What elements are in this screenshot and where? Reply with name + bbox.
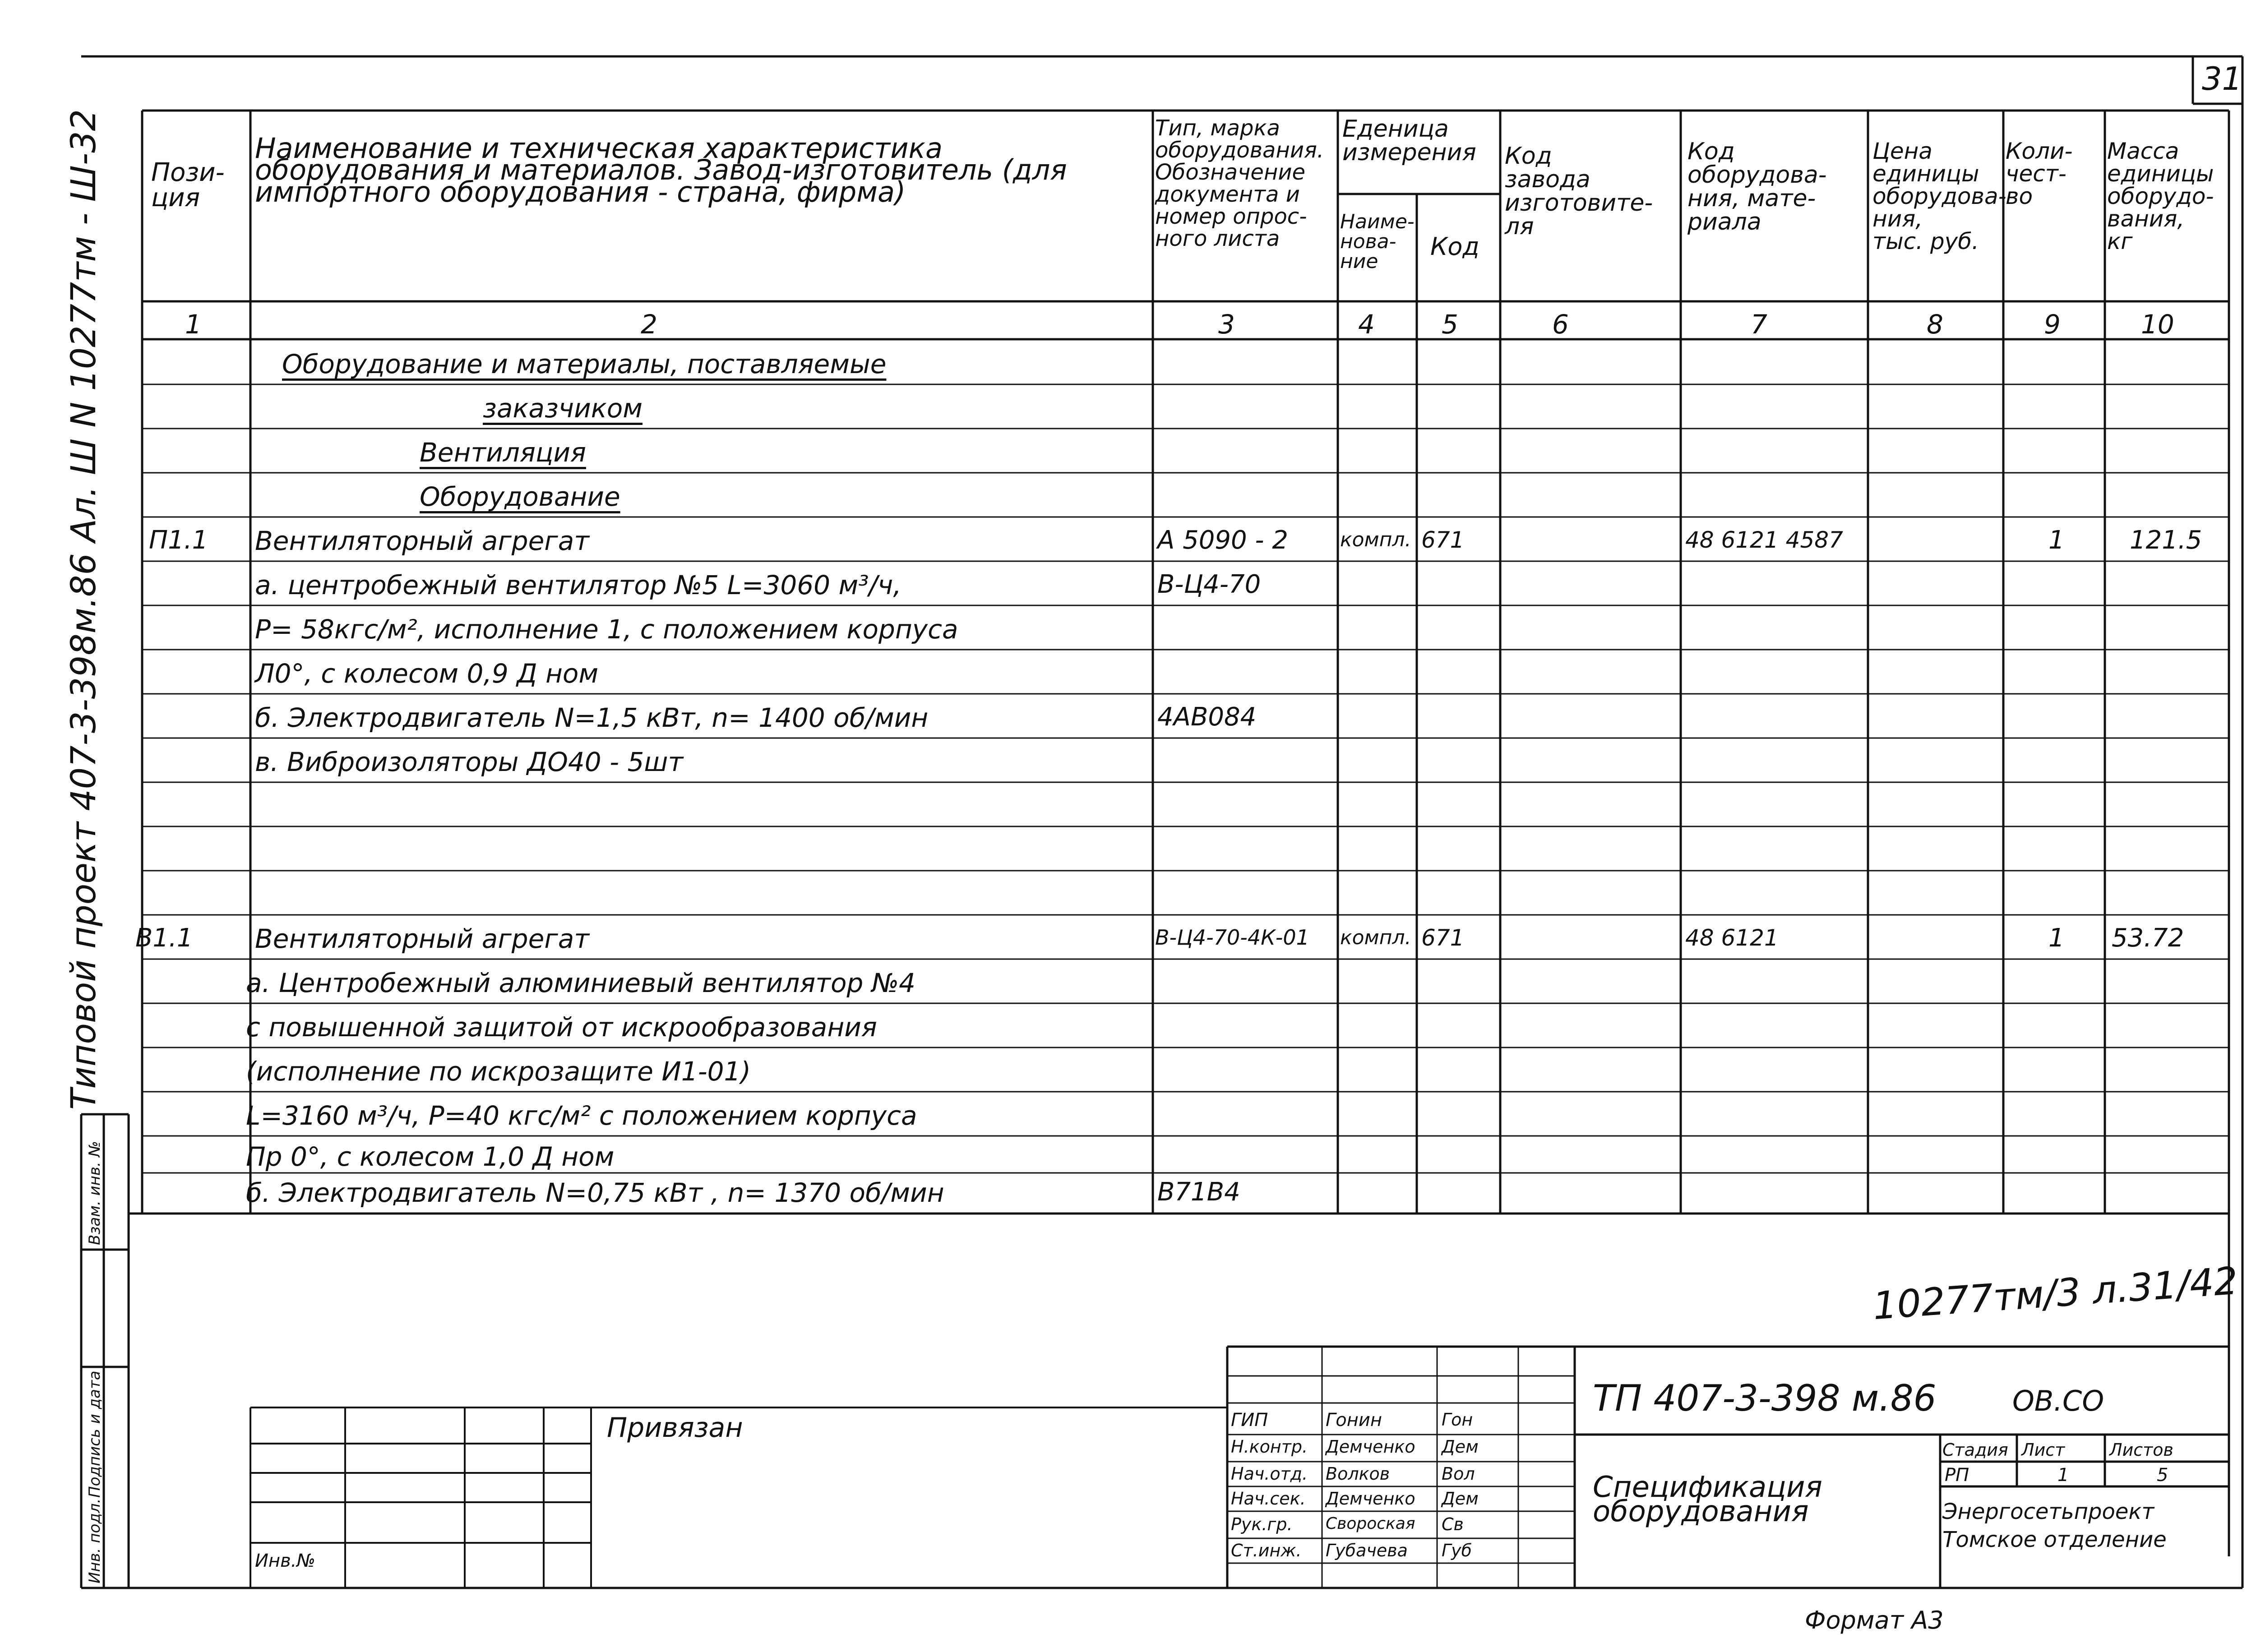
side-stamp-vzam: Взам. инв. № <box>86 1141 104 1245</box>
header-unit: Еденица измерения <box>1342 115 1476 166</box>
page-number: 31 <box>2202 60 2242 97</box>
section-heading: Вентиляция <box>420 437 586 468</box>
header-unit-code: Код <box>1430 232 1479 261</box>
stamp-sheets-label: Листов <box>2109 1440 2173 1460</box>
row-pos: В1.1 <box>135 923 193 953</box>
col-number: 7 <box>1751 309 1767 340</box>
header-type: Тип, марка оборудования. Обозначение документа и номер опрос- ного листа <box>1155 115 1324 251</box>
stamp-signature: Гон <box>1442 1410 1473 1430</box>
inv-no-label: Инв.№ <box>255 1550 315 1571</box>
stamp-org: Энергосетьпроект Томское отделение <box>1942 1499 2167 1553</box>
row-mass: 53.72 <box>2112 923 2184 953</box>
stamp-signature: Вол <box>1442 1464 1475 1484</box>
row-equip: 48 6121 <box>1685 925 1779 951</box>
header-equip-code: Код оборудова- ния, мате- риала <box>1687 138 1827 235</box>
stamp-person: Губачева <box>1326 1541 1408 1560</box>
stamp-format: Формат А3 <box>1805 1606 1944 1634</box>
row-type: В-Ц4-70 <box>1157 570 1261 599</box>
stamp-person: Свороская <box>1326 1514 1415 1533</box>
row-name: Пр 0°, с колесом 1,0 Д ном <box>246 1141 615 1172</box>
stamp-stage-label: Стадия <box>1942 1440 2008 1460</box>
row-code: 671 <box>1421 925 1465 951</box>
header-price: Цена единицы оборудова- ния, тыс. руб. <box>1872 138 2006 254</box>
row-equip: 48 6121 4587 <box>1685 527 1843 553</box>
side-stamp-inv: Инв. подл. <box>86 1498 104 1583</box>
stamp-sheet: 1 <box>2057 1465 2069 1486</box>
row-name: L=3160 м³/ч, Р=40 кгс/м² с положением корпуса <box>246 1100 917 1131</box>
row-unit: компл. <box>1340 528 1411 551</box>
row-qty: 1 <box>2048 526 2065 555</box>
stamp-stage: РП <box>1945 1465 1969 1486</box>
col-number: 8 <box>1927 309 1943 340</box>
col-number: 3 <box>1218 309 1235 340</box>
row-pos: П1.1 <box>149 526 208 555</box>
row-qty: 1 <box>2048 923 2065 953</box>
row-name: в. Виброизоляторы ДО40 - 5шт <box>255 747 684 777</box>
col-number: 10 <box>2141 309 2174 340</box>
col-number: 4 <box>1358 309 1375 340</box>
row-name: а. центробежный вентилятор №5 L=3060 м³/ч, <box>255 570 901 600</box>
header-name: Наименование и техническая характеристика оборудования и материалов. Завод-изготовитель (для импортного оборудования - страна, фирма) <box>255 132 1067 208</box>
side-stamp-podpis: Подпись и дата <box>86 1371 104 1498</box>
stamp-signature: Дем <box>1442 1437 1479 1457</box>
stamp-person: Демченко <box>1326 1437 1415 1457</box>
col-number: 2 <box>641 309 657 340</box>
stamp-signature: Губ <box>1442 1541 1472 1560</box>
row-type: А 5090 - 2 <box>1157 526 1289 555</box>
stamp-role: ГИП <box>1231 1410 1268 1431</box>
privyazan-label: Привязан <box>607 1412 743 1444</box>
row-name: с повышенной защитой от искрообразования <box>246 1012 877 1043</box>
archive-number: 10277тм/3 л.31/42 <box>1871 1258 2239 1329</box>
col-number: 6 <box>1552 309 1569 340</box>
row-name: Вентиляторный агрегат <box>255 526 590 556</box>
row-name: б. Электродвигатель N=1,5 кВт, n= 1400 об/мин <box>255 702 929 733</box>
col-number: 9 <box>2044 309 2061 340</box>
header-pos: Пози- ция <box>151 158 225 212</box>
stamp-role: Н.контр. <box>1231 1437 1308 1457</box>
row-mass: 121.5 <box>2130 526 2202 555</box>
side-title: Типовой проект 407-3-398м.86 Ал. Ш N 10277тм - Ш-32 <box>63 109 103 1110</box>
stamp-person: Демченко <box>1326 1489 1415 1509</box>
stamp-role: Ст.инж. <box>1231 1541 1302 1560</box>
stamp-sheet-label: Лист <box>2021 1440 2065 1460</box>
row-name: Вентиляторный агрегат <box>255 923 590 954</box>
header-mass: Масса единицы оборудо- вания, кг <box>2107 138 2214 254</box>
section-heading: Оборудование <box>420 481 620 512</box>
row-unit: компл. <box>1340 926 1411 949</box>
col-number: 5 <box>1442 309 1458 340</box>
stamp-role: Нач.отд. <box>1231 1464 1308 1484</box>
row-type: В-Ц4-70-4К-01 <box>1155 925 1309 950</box>
stamp-role: Нач.сек. <box>1231 1489 1306 1509</box>
stamp-code: ОВ.СО <box>2012 1384 2104 1417</box>
stamp-designation: ТП 407-3-398 м.86 <box>1593 1377 1937 1419</box>
row-name: Л0°, с колесом 0,9 Д ном <box>255 658 599 689</box>
stamp-sheets: 5 <box>2157 1465 2168 1486</box>
stamp-role: Рук.гр. <box>1231 1514 1293 1534</box>
section-heading: Оборудование и материалы, поставляемые <box>282 349 887 379</box>
row-type: 4АВ084 <box>1157 702 1257 732</box>
stamp-signature: Св <box>1442 1514 1464 1534</box>
row-type: В71В4 <box>1157 1177 1240 1207</box>
row-name: б. Электродвигатель N=0,75 кВт , n= 1370 об/мин <box>246 1177 944 1208</box>
row-name: (исполнение по искрозащите И1-01) <box>246 1056 751 1087</box>
stamp-title: Спецификация оборудования <box>1593 1471 1822 1529</box>
header-qty: Коли- чест- во <box>2006 138 2073 209</box>
header-unit-name: Наиме- нова- ние <box>1340 210 1415 273</box>
stamp-signature: Дем <box>1442 1489 1479 1509</box>
col-number: 1 <box>185 309 202 340</box>
section-heading: заказчиком <box>483 393 643 424</box>
header-factory-code: Код завода изготовите- ля <box>1505 143 1653 240</box>
stamp-person: Гонин <box>1326 1410 1382 1431</box>
row-name: Р= 58кгс/м², исполнение 1, с положением корпуса <box>255 614 958 645</box>
row-code: 671 <box>1421 527 1465 553</box>
row-name: а. Центробежный алюминиевый вентилятор №4 <box>246 968 915 998</box>
stamp-person: Волков <box>1326 1464 1390 1484</box>
